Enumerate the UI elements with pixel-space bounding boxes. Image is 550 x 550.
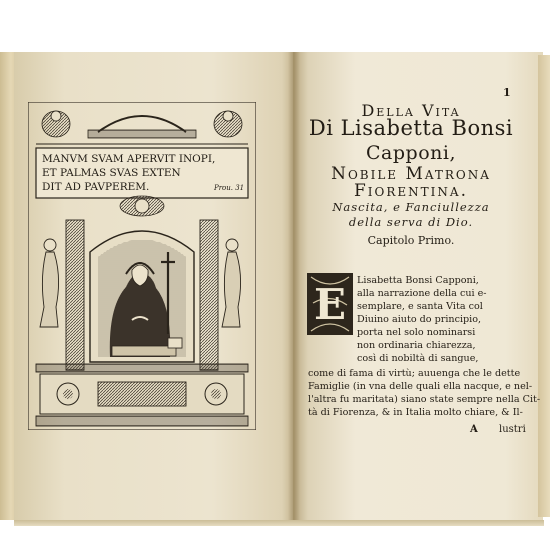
body-line: come di fama di virtù; auuenga che le dette (308, 368, 521, 379)
chapter-heading: Capitolo Primo. (367, 234, 455, 247)
subtitle-line-2: della serva di Dio. (348, 215, 474, 229)
body-line: alla narrazione della cui e- (357, 288, 487, 299)
motto-line-1: MANVM SVAM APERVIT INOPI, (42, 153, 216, 165)
subtitle-line-1: Nascita, e Fanciullezza (332, 200, 490, 214)
book-gutter (288, 52, 300, 520)
body-line: l'altra fu maritata) siano state sempre nella Cit- (308, 394, 541, 405)
svg-text:E: E (313, 280, 347, 329)
body-line: semplare, e santa Vita col (357, 301, 483, 312)
title-line-5: Fiorentina. (354, 181, 468, 201)
body-line: tà di Fiorenza, & in Italia molto chiare, & Il- (308, 407, 523, 418)
body-line: porta nel solo nominarsi (357, 327, 476, 338)
catchword: lustri (499, 424, 526, 435)
title-line-3: Capponi, (366, 142, 456, 164)
motto-line-3: DIT AD PAVPEREM. (42, 181, 150, 193)
signature-mark: A (470, 424, 478, 435)
body-line: così di nobiltà di sangue, (357, 353, 479, 364)
motto-citation: Prou. 31 (214, 184, 245, 192)
page-number: 1 (503, 86, 511, 99)
body-line: non ordinaria chiarezza, (357, 340, 476, 351)
body-line: Lisabetta Bonsi Capponi, (357, 275, 479, 286)
frontispiece-engraving (28, 102, 256, 430)
page-block-edge (14, 520, 544, 526)
right-cover-edge (538, 55, 550, 517)
body-line: Famiglie (in vna delle quali ella nacque, e nel- (308, 381, 533, 392)
title-line-1: Della Vita (361, 101, 461, 120)
body-line: Diuino aiuto do principio, (357, 314, 482, 325)
ornamental-initial (307, 273, 353, 335)
motto-line-2: ET PALMAS SVAS EXTEN (42, 167, 181, 179)
title-line-2: Di Lisabetta Bonsi (308, 116, 514, 140)
title-line-4: Nobile Matrona (331, 164, 491, 184)
